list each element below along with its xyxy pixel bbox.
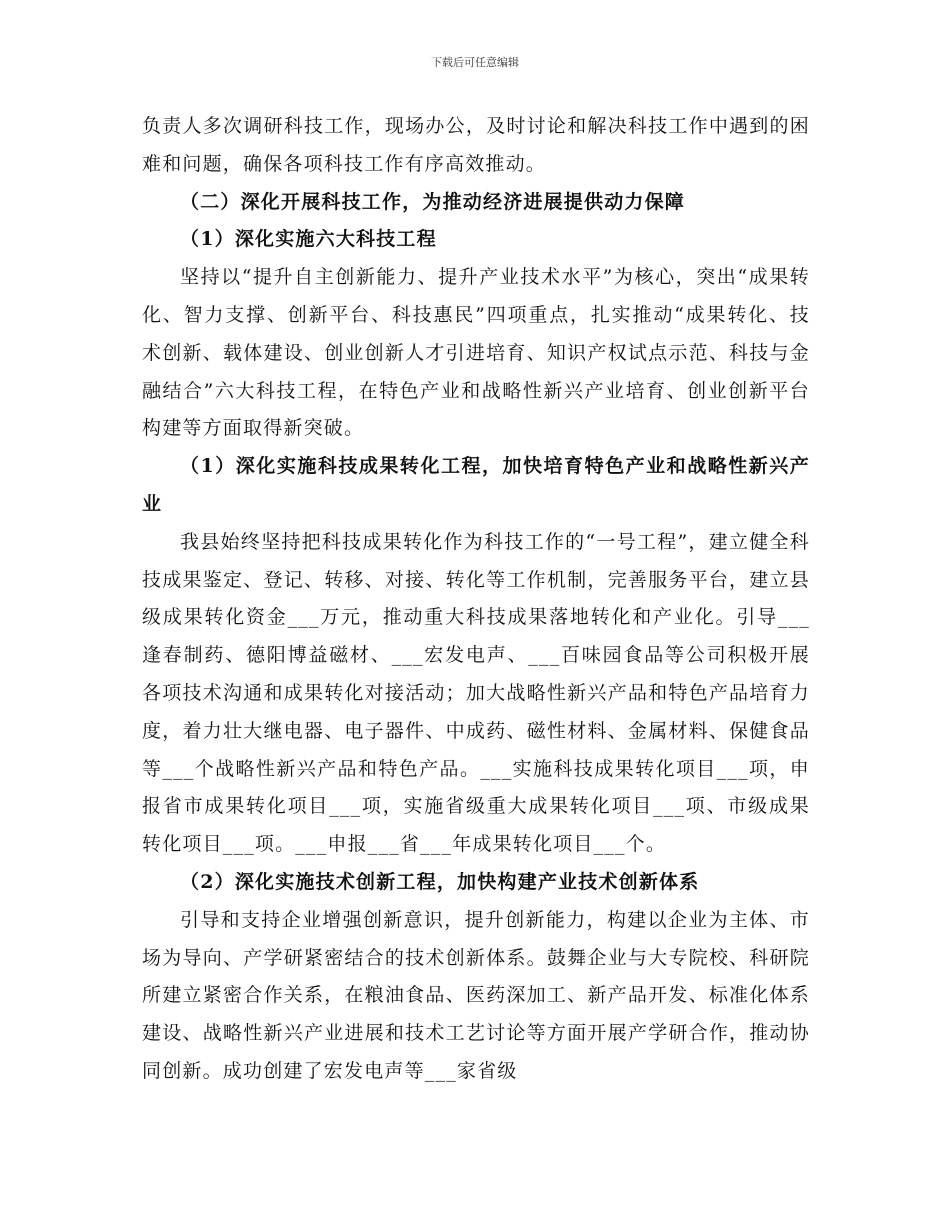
subsection-heading: （1）深化实施六大科技工程: [180, 228, 437, 251]
paragraph-continuation: 负责人多次调研科技工作，现场办公，及时讨论和解决科技工作中遇到的困难和问题，确保各项科技工作有序高效推动。: [142, 115, 810, 175]
page-header: 下载后可任意编辑: [431, 56, 519, 69]
paragraph: 引导和支持企业增强创新意识，提升创新能力，构建以企业为主体、市场为导向、产学研紧密结合的技术创新体系。鼓舞企业与大专院校、科研院所建立紧密合作关系，在粮油食品、医药深加工、新产品开发、标准化体系建设、战略性新兴产业进展和技术工艺讨论等方面开展产学研合作，推动协同创新。成功创建了宏发电声等___家省级: [142, 908, 810, 1082]
paragraph: 我县始终坚持把科技成果转化作为科技工作的“一号工程”，建立健全科技成果鉴定、登记、转移、对接、转化等工作机制，完善服务平台，建立县级成果转化资金___万元，推动重大科技成果落地转化和产业化。引导___逢春制药、德阳博益磁材、___宏发电声、___百味园食品等公司积极开展各项技术沟通和成果转化对接活动；加大战略性新兴产品和特色产品培育力度，着力壮大继电器、电子器件、中成药、磁性材料、金属材料、保健食品等___个战略性新兴产品和特色产品。___实施科技成果转化项目___项，申报省市成果转化项目___项，实施省级重大成果转化项目___项、市级成果转化项目___项。___申报___省___年成果转化项目___个。: [142, 530, 810, 856]
subsection-heading: （1）深化实施科技成果转化工程，加快培育特色产业和战略性新兴产业: [142, 455, 810, 515]
subsection-heading: （2）深化实施技术创新工程，加快构建产业技术创新体系: [180, 870, 700, 893]
document-body: [142, 108, 810, 1091]
section-heading: （二）深化开展科技工作，为推动经济进展提供动力保障: [180, 190, 686, 213]
paragraph: 坚持以“提升自主创新能力、提升产业技术水平”为核心，突出“成果转化、智力支撑、创新平台、科技惠民”四项重点，扎实推动“成果转化、技术创新、载体建设、创业创新人才引进培育、知识产权试点示范、科技与金融结合”六大科技工程，在特色产业和战略性新兴产业培育、创业创新平台构建等方面取得新突破。: [142, 266, 810, 440]
